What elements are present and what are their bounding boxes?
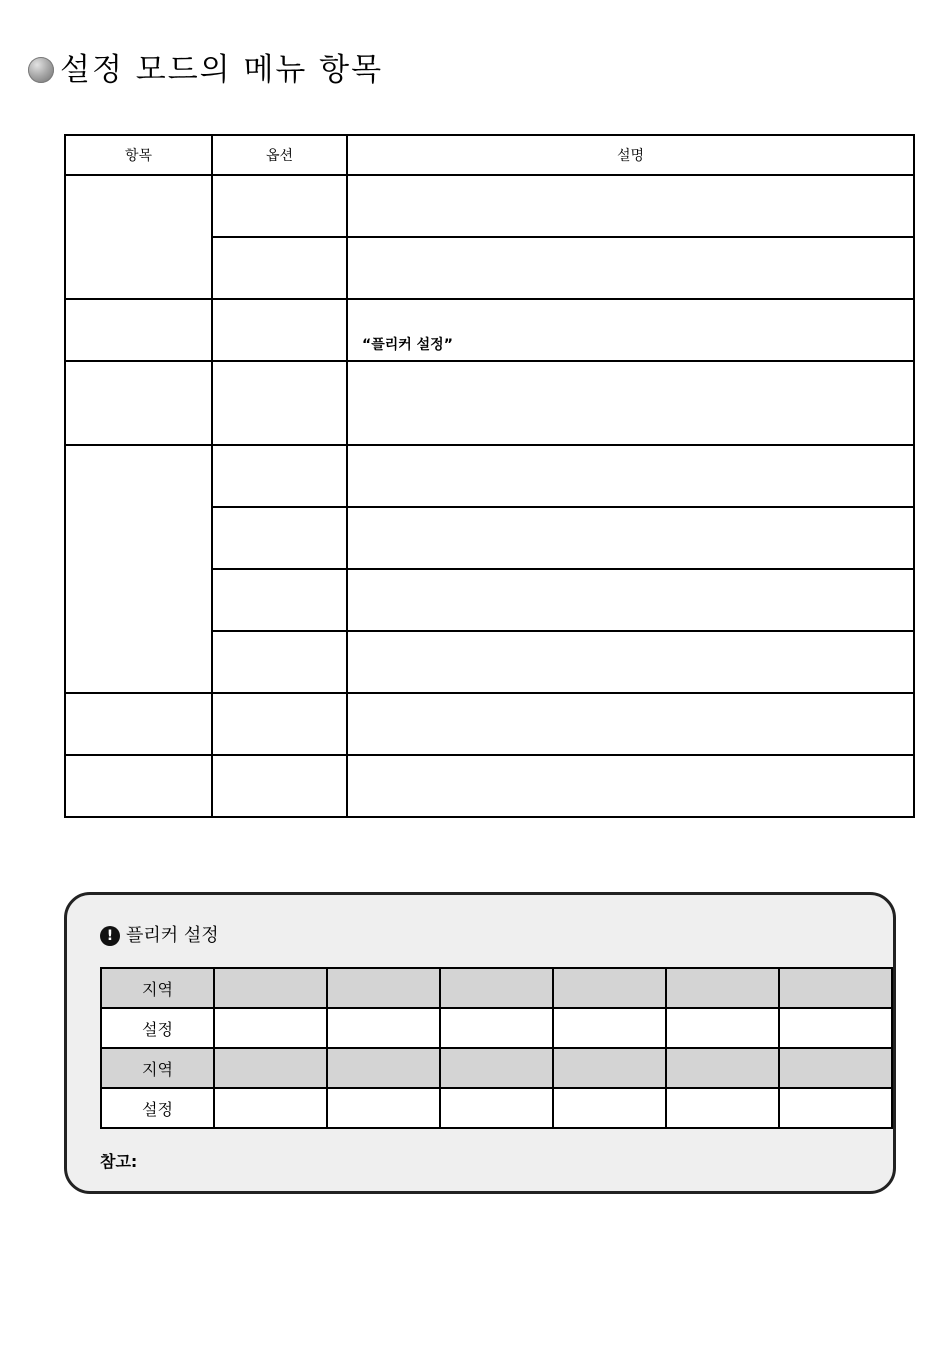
table-header-row <box>65 135 914 175</box>
region-label: 지역 <box>101 968 214 1008</box>
table-row <box>65 299 914 361</box>
option-cell <box>212 361 347 445</box>
setting-label: 설정 <box>101 1088 214 1128</box>
region-cell <box>553 968 666 1008</box>
region-cell <box>440 968 553 1008</box>
page-title: 설정 모드의 메뉴 항목 <box>60 52 384 88</box>
item-cell <box>65 693 212 755</box>
item-cell <box>65 175 212 299</box>
description-cell <box>347 693 914 755</box>
table-row <box>65 175 914 237</box>
item-cell <box>65 361 212 445</box>
option-cell <box>212 507 347 569</box>
region-cell <box>327 968 440 1008</box>
flicker-region-table <box>100 967 893 1129</box>
table-row <box>65 445 914 507</box>
region-cell <box>666 1048 779 1088</box>
option-cell <box>212 693 347 755</box>
region-cell <box>440 1048 553 1088</box>
setting-cell <box>553 1008 666 1048</box>
setting-cell <box>440 1008 553 1048</box>
option-cell <box>212 175 347 237</box>
page-header <box>28 50 383 90</box>
region-cell <box>779 1048 892 1088</box>
region-row <box>101 1048 892 1088</box>
setting-cell <box>214 1008 327 1048</box>
description-cell <box>347 755 914 817</box>
region-cell <box>214 968 327 1008</box>
setting-cell <box>440 1088 553 1128</box>
setting-cell <box>327 1008 440 1048</box>
exclamation-icon: ! <box>100 926 120 946</box>
description-cell <box>347 237 914 299</box>
header-option: 옵션 <box>212 135 347 175</box>
option-cell <box>212 569 347 631</box>
description-cell <box>347 507 914 569</box>
option-cell <box>212 755 347 817</box>
region-label: 지역 <box>101 1048 214 1088</box>
setting-row <box>101 1008 892 1048</box>
note-title: 플리커 설정 <box>126 925 219 946</box>
setting-cell <box>666 1088 779 1128</box>
region-cell <box>214 1048 327 1088</box>
note-title-row <box>100 925 219 947</box>
description-cell <box>347 299 914 361</box>
item-cell <box>65 299 212 361</box>
setting-cell <box>666 1008 779 1048</box>
option-cell <box>212 299 347 361</box>
header-description: 설명 <box>347 135 914 175</box>
description-cell <box>347 175 914 237</box>
note-footer-label: 참고: <box>100 1152 138 1171</box>
description-cell <box>347 631 914 693</box>
setting-label: 설정 <box>101 1008 214 1048</box>
setting-cell <box>327 1088 440 1128</box>
gray-bullet-icon <box>28 57 54 83</box>
region-cell <box>779 968 892 1008</box>
header-item: 항목 <box>65 135 212 175</box>
setting-row <box>101 1088 892 1128</box>
description-cell <box>347 445 914 507</box>
item-cell <box>65 445 212 693</box>
region-cell <box>553 1048 666 1088</box>
option-cell <box>212 237 347 299</box>
option-cell <box>212 445 347 507</box>
table-row <box>65 755 914 817</box>
region-row <box>101 968 892 1008</box>
item-cell <box>65 755 212 817</box>
flicker-setting-reference: “플리커 설정” <box>362 337 453 353</box>
table-row <box>65 361 914 445</box>
region-cell <box>327 1048 440 1088</box>
setting-cell <box>779 1008 892 1048</box>
description-cell <box>347 361 914 445</box>
option-cell <box>212 631 347 693</box>
flicker-note-box <box>64 892 896 1194</box>
setup-menu-table <box>64 134 915 818</box>
setting-cell <box>779 1088 892 1128</box>
table-row <box>65 693 914 755</box>
setting-cell <box>214 1088 327 1128</box>
description-cell <box>347 569 914 631</box>
setting-cell <box>553 1088 666 1128</box>
region-cell <box>666 968 779 1008</box>
